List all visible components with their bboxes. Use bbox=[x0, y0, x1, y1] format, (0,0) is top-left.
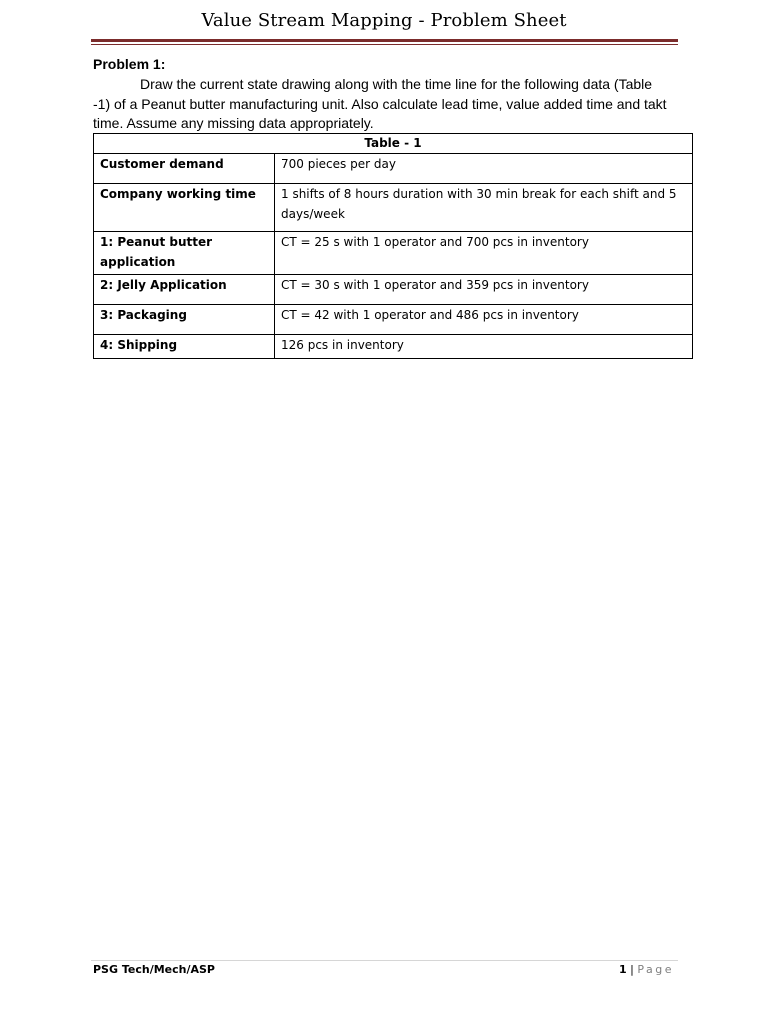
table-row bbox=[94, 275, 693, 305]
footer-rule bbox=[91, 960, 678, 961]
row-value: CT = 30 s with 1 operator and 359 pcs in inventory bbox=[275, 275, 693, 305]
row-value: 700 pieces per day bbox=[275, 154, 693, 184]
problem-heading: Problem 1: bbox=[93, 56, 166, 72]
header-rule-thick bbox=[91, 39, 678, 42]
table-caption: Table - 1 bbox=[94, 134, 693, 154]
page-title: Value Stream Mapping - Problem Sheet bbox=[201, 10, 567, 31]
row-value: 1 shifts of 8 hours duration with 30 min break for each shift and 5 days/week bbox=[275, 184, 693, 232]
row-label: 1: Peanut butter application bbox=[94, 232, 275, 275]
table-caption-row bbox=[94, 134, 693, 154]
table-row bbox=[94, 184, 693, 232]
header-rule-thin bbox=[91, 44, 678, 45]
row-value: CT = 25 s with 1 operator and 700 pcs in inventory bbox=[275, 232, 693, 275]
table-row bbox=[94, 154, 693, 184]
row-label: 4: Shipping bbox=[94, 335, 275, 359]
row-value: 126 pcs in inventory bbox=[275, 335, 693, 359]
row-label: Customer demand bbox=[94, 154, 275, 184]
row-label: Company working time bbox=[94, 184, 275, 232]
page-number: 1 bbox=[618, 963, 627, 976]
data-table bbox=[93, 133, 693, 359]
row-label: 2: Jelly Application bbox=[94, 275, 275, 305]
footer-left-text: PSG Tech/Mech/ASP bbox=[93, 963, 215, 976]
page-indicator bbox=[619, 963, 674, 976]
problem-text: Draw the current state drawing along with the time line for the following data (Table -1) of a Peanut butter manufacturing unit. Also calculate lead time, value added time and takt time. Assume any missing data appropriately. bbox=[93, 76, 667, 131]
table-row bbox=[94, 232, 693, 275]
row-label: 3: Packaging bbox=[94, 305, 275, 335]
table-row bbox=[94, 335, 693, 359]
table-row bbox=[94, 305, 693, 335]
page-separator: | bbox=[630, 963, 634, 976]
page-word: Page bbox=[637, 963, 674, 976]
problem-statement bbox=[93, 75, 673, 134]
row-value: CT = 42 with 1 operator and 486 pcs in inventory bbox=[275, 305, 693, 335]
